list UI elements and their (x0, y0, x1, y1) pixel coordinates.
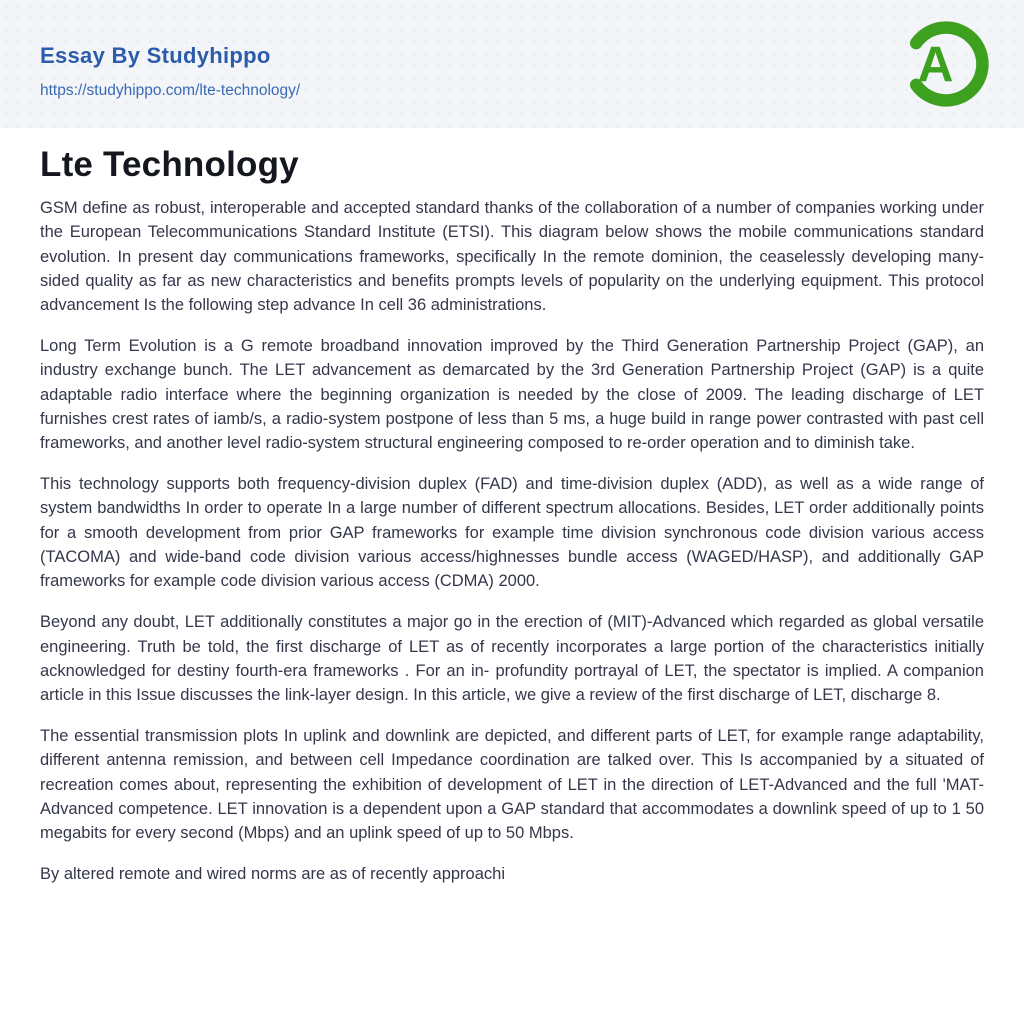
essay-paragraph-6: By altered remote and wired norms are as of recently approachi (40, 865, 505, 884)
header-text-block (40, 44, 300, 100)
logo-letter: A (917, 36, 954, 93)
studyhippo-logo (900, 18, 992, 110)
essay-paragraph-3: This technology supports both frequency-division duplex (FAD) and time-division duplex (ADD), as well as a wide range of system bandwidths In order to operate In a large number of different spectrum allocations. Besides, LET order additionally points for a smooth development from prior GAP frameworks for example time division synchronous code division various access (TACOMA) and wide-band code division various access/highnesses bundle access (WAGED/HASP), and additionally GAP frameworks for example code division various access (CDMA) 2000. (40, 475, 984, 591)
essay-paragraph-5: The essential transmission plots In uplink and downlink are depicted, and different parts of LET, for example range adaptability, different antenna remission, and between cell Impedance coordination are talked over. This Is accompanied by a situated of recreation comes about, representing the exhibition of development of LET in the direction of LET-Advanced and the full 'MAT-Advanced competence. LET innovation is a dependent upon a GAP standard that accommodates a downlink speed of up to 1 50 megabits for every second (Mbps) and an uplink speed of up to 50 Mbps. (40, 727, 984, 842)
page-header (0, 0, 1024, 128)
source-url-link[interactable]: https://studyhippo.com/lte-technology/ (40, 82, 301, 100)
essay-paragraph-1: GSM define as robust, interoperable and accepted standard thanks of the collaboration of a number of companies working under the European Telecommunications Standard Institute (ETSI). This diagram below shows the mobile communications standard evolution. In present day communications frameworks, specifically In the remote dominion, the ceaselessly developing many-sided quality as far as new characteristics and benefits prompts levels of popularity on the underlying equipment. This protocol advancement Is the following step advance In cell 36 administrations. (40, 199, 984, 315)
essay-title: Lte Technology (40, 145, 299, 184)
brand-title: Essay By Studyhippo (40, 43, 271, 68)
essay-paragraph-2: Long Term Evolution is a G remote broadband innovation improved by the Third Generation Partnership Project (GAP), an industry exchange bunch. The LET advancement as demarcated by the 3rd Generation Partnership Project (GAP) is a quite adaptable radio interface where the beginning organization is needed by the close of 2009. The leading discharge of LET furnishes crest rates of iamb/s, a radio-system postpone of less than 5 ms, a huge build in range power contrasted with past cell frameworks, and another level radio-system structural engineering composed to re-order operation and to diminish take. (40, 337, 984, 453)
essay-content (0, 128, 1024, 886)
essay-paragraph-4: Beyond any doubt, LET additionally constitutes a major go in the erection of (MIT)-Advanced which regarded as global versatile engineering. Truth be told, the first discharge of LET as of recently incorporates a large portion of the characteristics initially acknowledged for destiny fourth-era frameworks . For an in- profundity portrayal of LET, the spectator is implied. A companion article in this Issue discusses the link-layer design. In this article, we give a review of the first discharge of LET, discharge 8. (40, 613, 984, 704)
